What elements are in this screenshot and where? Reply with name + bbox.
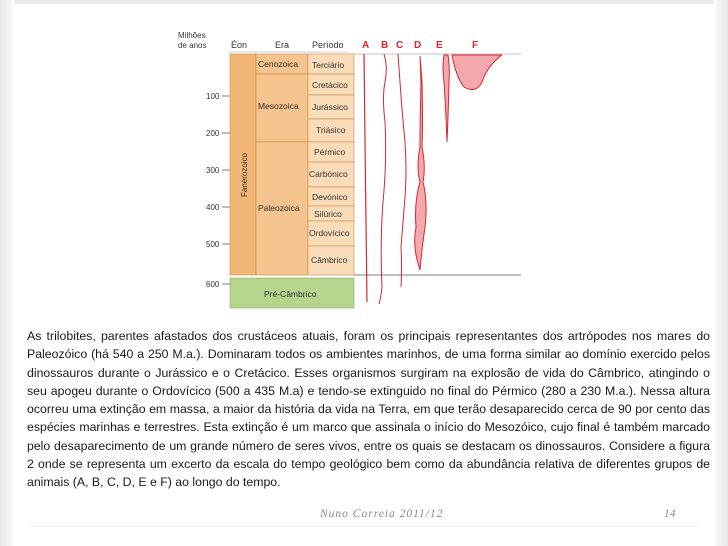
- period-label: Devónico: [312, 192, 348, 202]
- group-d-abundance: [415, 56, 426, 270]
- group-label-a: A: [362, 40, 370, 51]
- era-label-cenozoica: Cenozoica: [258, 59, 299, 69]
- period-label: Câmbrico: [311, 255, 348, 265]
- footer-divider: [28, 526, 700, 527]
- header-millions-line1: Milhões: [178, 31, 206, 40]
- period-label: Triásico: [316, 125, 346, 135]
- header-eon: Éon: [231, 40, 248, 50]
- tick-label: 100: [206, 92, 220, 101]
- period-label: Pérmico: [314, 147, 346, 157]
- period-label: Carbónico: [309, 169, 348, 179]
- header-era: Era: [275, 40, 290, 50]
- group-label-f: F: [472, 40, 479, 51]
- group-f-abundance: [452, 55, 502, 90]
- era-label-mesozoica: Mesozoica: [258, 101, 299, 111]
- group-e-abundance: [443, 55, 449, 142]
- group-label-e: E: [436, 40, 443, 51]
- page-number: 14: [664, 508, 676, 520]
- tick-label: 400: [206, 203, 220, 212]
- period-label: Cretácico: [312, 80, 348, 90]
- group-label-d: D: [414, 40, 422, 51]
- period-label: Ordovícico: [309, 228, 350, 238]
- footer-author: Nuno Correia 2011/12: [320, 508, 444, 520]
- precambrian-label: Pré-Câmbrico: [264, 289, 317, 299]
- group-c-abundance: [398, 54, 406, 287]
- slide-right-border: [716, 0, 728, 546]
- slide-top-border: [0, 0, 728, 14]
- period-label: Jurássico: [312, 102, 348, 112]
- group-a-range: [364, 54, 367, 302]
- group-label-c: C: [396, 40, 404, 51]
- tick-label: 300: [206, 166, 220, 175]
- eon-label: Fanerozoico: [240, 152, 249, 197]
- tick-label: 600: [206, 280, 220, 289]
- body-paragraph: As trilobites, parentes afastados dos crustáceos atuais, foram os principais representantes dos artrópodes nos mares do Paleozóico (há 540 a 250 M.a.). Dominaram todos os ambientes marinhos, de uma forma similar ao domínio exercido pelos dinossauros durante o Jurássico e o Cretácico. Esses organismos surgiram na explosão de vida do Câmbrico, atingindo o seu apogeu durante o Ordovícico (500 a 435 M.a) e tendo-se extinguido no final do Pérmico (280 a 230 M.a.). Nessa altura ocorreu uma extinção em massa, a maior da história da vida na Terra, em que terão desaparecido cerca de 90 por cento das espécies marinhas e terrestres. Esta extinção é um marco que assinala o início do Mesozóico, cujo final é também marcado pelo desaparecimento de um grande número de seres vivos, entre os quais se destacam os dinossauros. Considere a figura 2 onde se representa um excerto da escala do tempo geológico bem como da abundância relativa de diferentes grupos de animais (A, B, C, D, E e F) ao longo do tempo.: [27, 329, 710, 490]
- group-label-b: B: [381, 40, 389, 51]
- slide-left-border: [0, 0, 12, 546]
- geologic-timescale-figure: [176, 22, 526, 310]
- tick-label: 500: [206, 240, 220, 249]
- header-millions-line2: de anos: [178, 41, 207, 50]
- tick-label: 200: [206, 129, 220, 138]
- period-column: [308, 54, 354, 275]
- period-label: Terciário: [312, 60, 345, 70]
- period-label: Silúrico: [314, 209, 342, 219]
- time-scale-axis: [206, 92, 230, 289]
- era-label-paleozoica: Paleozoica: [258, 203, 300, 213]
- group-b-abundance: [379, 54, 386, 304]
- header-period: Período: [312, 40, 344, 50]
